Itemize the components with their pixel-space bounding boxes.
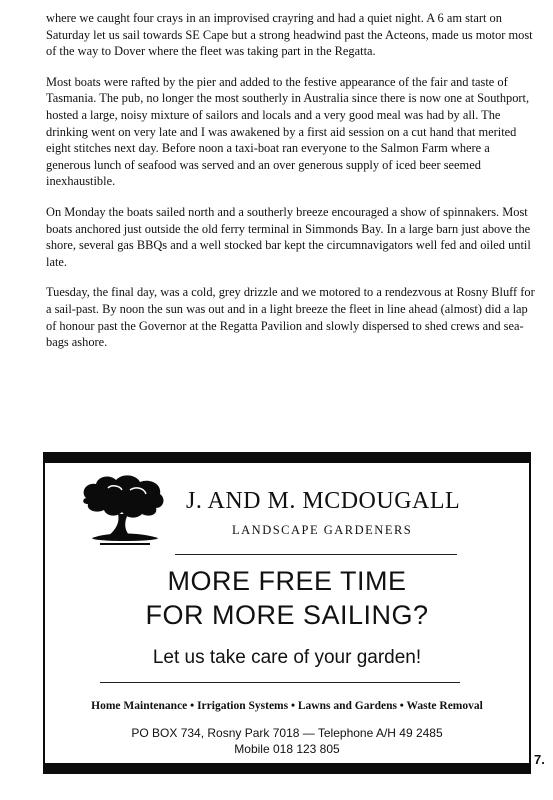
divider xyxy=(100,682,460,683)
advertisement-bottom-bar xyxy=(43,763,531,773)
article-paragraph: Most boats were rafted by the pier and added to the festive appearance of the fair and taste of Tasmania. The pub, no longer the most southerly in Australia since there is now one at Southport, hosted a large, noisy mixture of sailors and locals and a very good meal was had by all. The drinking went on very late and I was awakened by a first aid session on a cut hand that merited eight stitches next day. Before noon a taxi-boat ran everyone to the Salmon Farm where a generous lunch of seafood was served and an over generous supply of iced beer seemed inexhaustible. xyxy=(46,74,530,189)
company-name: J. AND M. MCDOUGALL xyxy=(186,488,461,514)
contact-address: PO BOX 734, Rosny Park 7018 — Telephone A/H 49 2485 xyxy=(131,726,443,740)
company-subtitle: LANDSCAPE GARDENERS xyxy=(232,523,413,537)
advertisement-top-bar xyxy=(43,452,531,463)
contact-mobile: Mobile 018 123 805 xyxy=(234,742,340,756)
article-paragraph: On Monday the boats sailed north and a southerly breeze encouraged a show of spinnakers. Most boats anchored just outside the old ferry terminal in Simmonds Bay. In a large barn just above the shore, several gas BBQs and a well stocked bar kept the circumnavigators well fed and oiled until late. xyxy=(46,204,531,269)
headline-line-2: FOR MORE SAILING? xyxy=(145,600,429,630)
tree-icon xyxy=(78,470,168,550)
page-number: 7. xyxy=(534,752,545,767)
article-paragraph: where we caught four crays in an improvised crayring and had a quiet night. A 6 am start on Saturday let us sail towards SE Cape but a strong headwind past the Acteons, made us motor most of the way to Dover where the fleet was taking part in the Regatta. xyxy=(46,11,533,59)
headline-line-1: MORE FREE TIME xyxy=(167,566,407,596)
article-paragraph: Tuesday, the final day, was a cold, grey drizzle and we motored to a rendezvous at Rosny Bluff for a sail-past. By noon the sun was out and in a light breeze the fleet in line ahead (almost) did a lap of honour past the Governor at the Regatta Pavilion and slowly dispersed to shed crews and sea-bags ashore. xyxy=(46,285,535,350)
tagline: Let us take care of your garden! xyxy=(152,647,422,668)
article-text xyxy=(46,10,536,365)
divider xyxy=(175,554,457,555)
services-list: Home Maintenance • Irrigation Systems • Lawns and Gardens • Waste Removal xyxy=(91,700,483,712)
